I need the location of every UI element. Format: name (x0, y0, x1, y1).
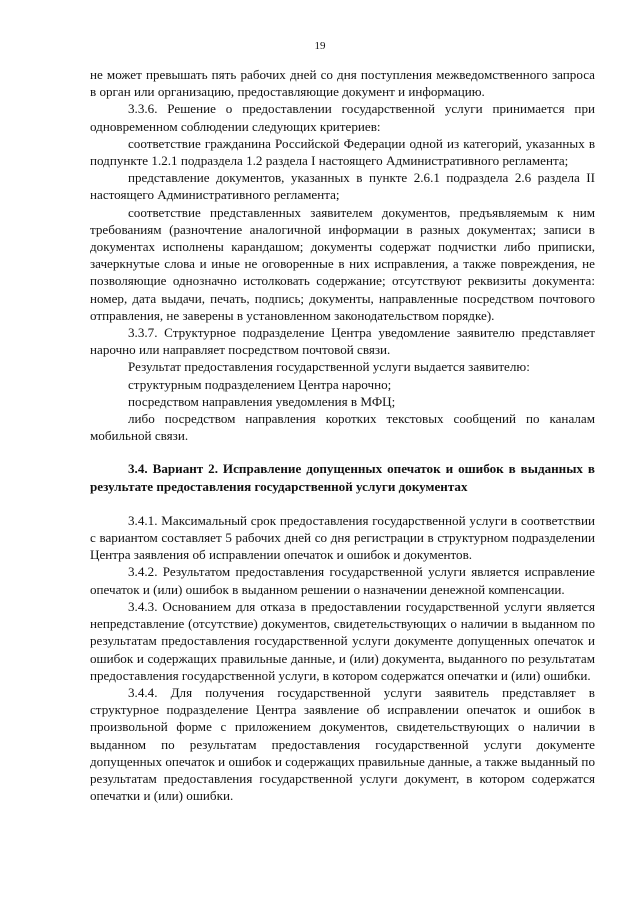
result-option-mfc: посредством направления уведомления в МФЦ; (128, 393, 396, 409)
result-option-sms: либо посредством направления коротких текстовых сообщений по каналам мобильной связи. (90, 411, 595, 444)
criterion-requirements: соответствие представленных заявителем документов, предъявляемым к ним требованиям (разночтение аналогичной информации в разных документах; записи в документах исполнены карандашом; документы содержат подчистки либо приписки, зачеркнутые слова и иные не оговоренные в них исправления, а также повреждения, не позволяющие однозначно истолковать содержание; отсутствуют реквизиты документа: номер, дата выдачи, печать, подпись; документы, направленные посредством почтового отправления, не заверены в установленном законодательством порядке). (90, 204, 595, 323)
criterion-citizenship: соответствие гражданина Российской Федерации одной из категорий, указанных в подпункте 1.2.1 подраздела 1.2 раздела I настоящего Административного регламента; (90, 135, 595, 169)
section-heading-3-4: 3.4. Вариант 2. Исправление допущенных опечаток и ошибок в выданных в результате предоставления государственной услуги документах (90, 461, 595, 494)
result-option-center: структурным подразделением Центра нарочно; (128, 376, 392, 392)
document-body (90, 66, 595, 804)
paragraph-3-3-7: 3.3.7. Структурное подразделение Центра уведомление заявителю представляет нарочно или направляет посредством почтовой связи. (90, 325, 595, 358)
paragraph-continuation: не может превышать пять рабочих дней со дня поступления межведомственного запроса в орган или организацию, предоставляющие документ и информацию. (90, 67, 595, 100)
paragraph-3-3-6: 3.3.6. Решение о предоставлении государственной услуги принимается при одновременном соблюдении следующих критериев: (90, 101, 595, 134)
paragraph-3-4-1: 3.4.1. Максимальный срок предоставления государственной услуги в соответствии с вариантом составляет 5 рабочих дней со дня регистрации в структурном подразделении Центра заявления об исправлении опечаток и ошибок и документов. (90, 512, 595, 563)
page-number: 19 (314, 40, 326, 52)
paragraph-3-4-3: 3.4.3. Основанием для отказа в предоставлении государственной услуги является непредставление (отсутствие) документов, свидетельствующих о наличии в выданном по результатам предоставления государственной услуги документе допущенных опечаток и ошибок и содержащих правильные данные, и (или) документа, выданного по результатам предоставления государственной услуги, в котором содержатся опечатки и (или) ошибки. (90, 598, 595, 683)
criterion-documents: представление документов, указанных в пункте 2.6.1 подраздела 2.6 раздела II настоящего Административного регламента; (90, 170, 595, 203)
paragraph-result-issued: Результат предоставления государственной услуги выдается заявителю: (128, 359, 530, 375)
paragraph-3-4-4: 3.4.4. Для получения государственной услуги заявитель представляет в структурное подразделение Центра заявление об исправлении опечаток и ошибок в произвольной форме с приложением документов, свидетельствующих о наличии в выданном по результатам предоставления государственной услуги документе допущенных опечаток и ошибок и содержащих правильные данные, а также выданный по результатам предоставления государственной услуги документ, в котором содержатся опечатки и (или) ошибки. (90, 684, 595, 804)
paragraph-3-4-2: 3.4.2. Результатом предоставления государственной услуги является исправление опечаток и (или) ошибок в выданном решении о назначении денежной компенсации. (90, 564, 595, 597)
